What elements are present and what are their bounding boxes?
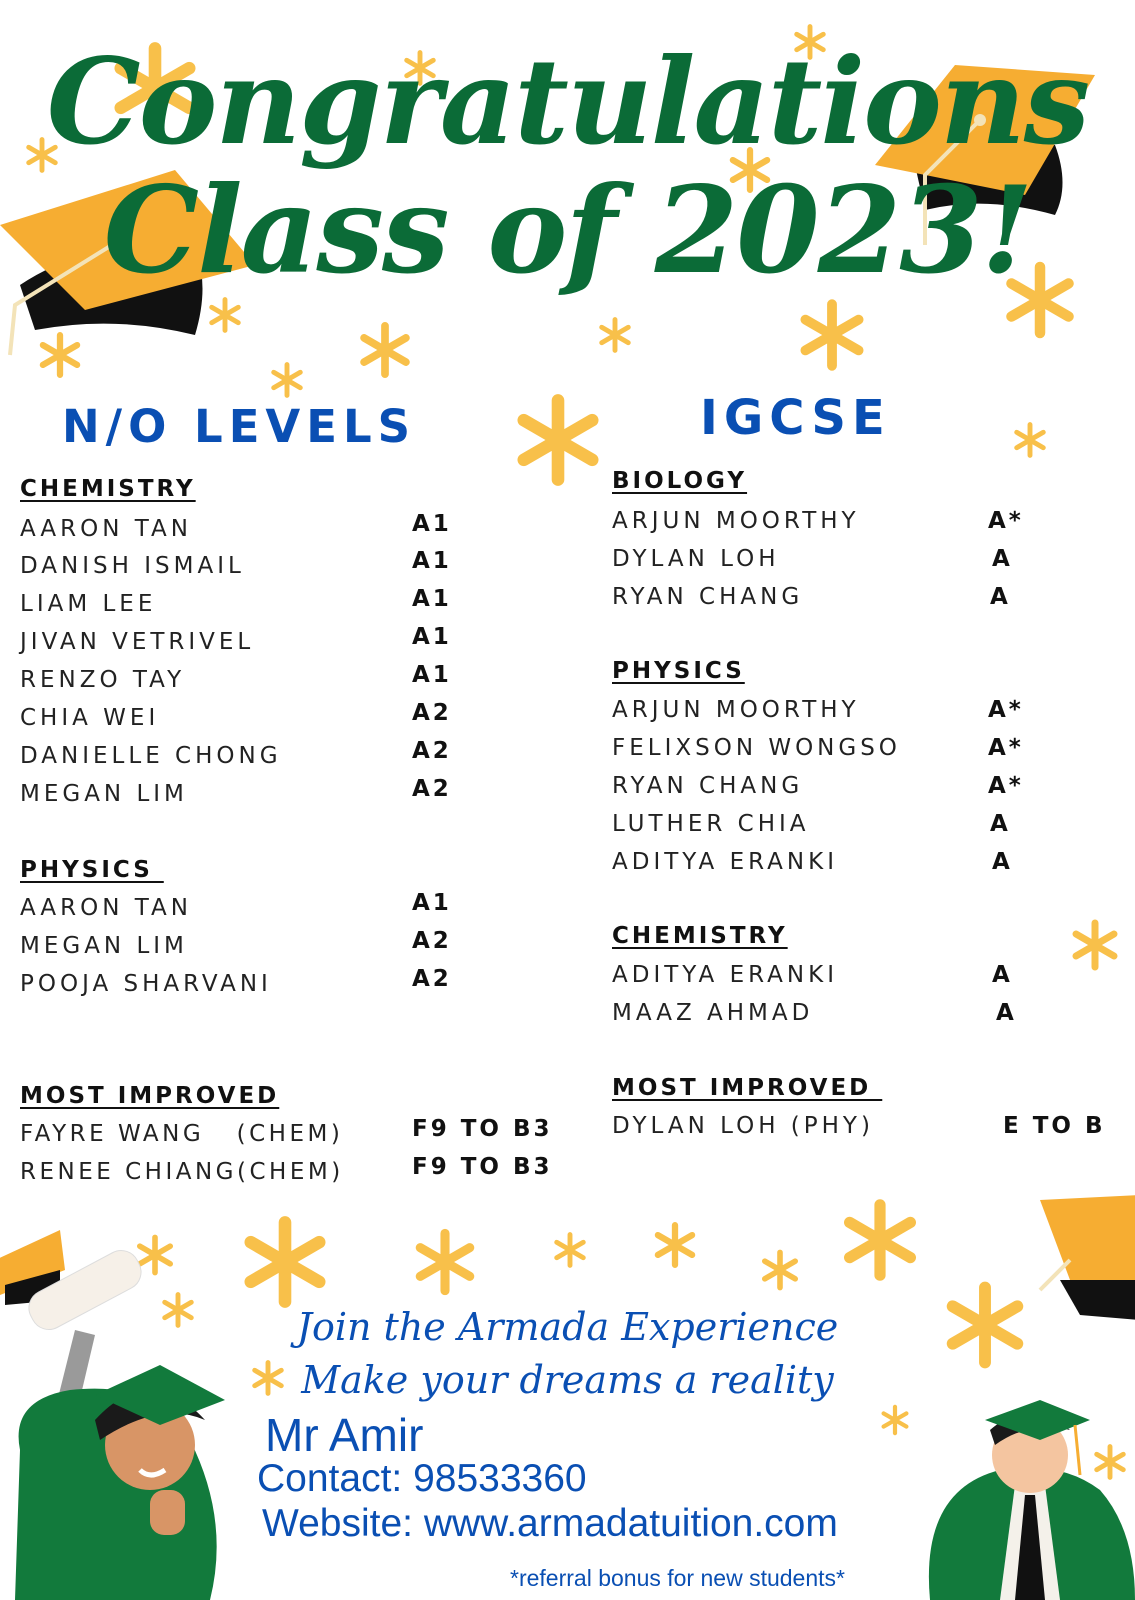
star-icon [364,326,406,374]
star-icon [212,300,239,331]
result-name: POOJA SHARVANI [20,971,272,997]
tagline-line-2: Make your dreams a reality [301,1358,834,1402]
graduate-boy-illustration [929,1400,1135,1600]
star-icon [557,1235,584,1266]
star-icon [140,1237,170,1272]
contact-name: Mr Amir [265,1409,424,1461]
result-name: ADITYA ERANKI [612,962,838,988]
result-name: FELIXSON WONGSO [612,735,901,761]
title-line-1: Congratulations [46,32,1089,171]
result-grade: A1 [412,511,452,537]
result-grade: A [992,546,1013,572]
star-icon [765,1252,795,1287]
result-name: ADITYA ERANKI [612,849,838,875]
graduation-cap-icon [1040,1195,1135,1320]
result-name: LIAM LEE [20,591,157,617]
result-name: RYAN CHANG [612,584,804,610]
result-name: DANISH ISMAIL [20,553,245,579]
result-name: RENZO TAY [20,667,186,693]
igcse-chemistry-heading: CHEMISTRY [612,923,788,949]
result-name: MAAZ AHMAD [612,1000,814,1026]
result-name: CHIA WEI [20,705,160,731]
igcse-physics-heading: PHYSICS [612,658,745,684]
result-grade: F9 TO B3 [412,1154,553,1180]
igcse-most-improved-heading: MOST IMPROVED [612,1075,883,1101]
result-name: MEGAN LIM [20,781,188,807]
star-icon [1017,425,1044,456]
result-grade: A1 [412,890,452,916]
result-grade: A2 [412,966,452,992]
contact-website: Website: www.armadatuition.com [262,1502,838,1545]
star-icon [602,320,629,351]
star-icon [251,1222,319,1301]
result-name: ARJUN MOORTHY [612,697,860,723]
result-grade: A2 [412,776,452,802]
result-name: JIVAN VETRIVEL [20,629,255,655]
result-grade: A1 [412,548,452,574]
star-icon [805,304,858,366]
result-grade: A2 [412,700,452,726]
result-grade: A* [988,773,1024,799]
star-icon [420,1233,469,1290]
result-name: MEGAN LIM [20,933,188,959]
igcse-heading: IGCSE [700,390,891,446]
result-name: DANIELLE CHONG [20,743,282,769]
result-grade: A2 [412,738,452,764]
result-grade: A [990,811,1011,837]
result-name: LUTHER CHIA [612,811,810,837]
star-icon [850,1205,911,1275]
igcse-biology-heading: BIOLOGY [612,468,748,494]
star-icon [658,1225,692,1265]
result-grade: A [990,584,1011,610]
result-grade: A1 [412,662,452,688]
star-icon [884,1407,907,1433]
result-grade: A* [988,735,1024,761]
star-icon [1076,923,1114,967]
referral-note: *referral bonus for new students* [510,1565,845,1591]
result-grade: A [992,962,1013,988]
graduate-girl-illustration [15,1244,225,1600]
star-icon [1097,1447,1124,1478]
result-name: DYLAN LOH [612,546,780,572]
result-name: ARJUN MOORTHY [612,508,860,534]
result-grade: A2 [412,928,452,954]
result-grade: F9 TO B3 [412,1116,553,1142]
result-name: RENEE CHIANG(CHEM) [20,1159,344,1185]
result-grade: A* [988,508,1024,534]
result-name: AARON TAN [20,516,192,542]
result-grade: A [996,1000,1017,1026]
contact-phone: Contact: 98533360 [257,1457,587,1500]
star-icon [43,335,77,375]
result-grade: A1 [412,624,452,650]
tagline-line-1: Join the Armada Experience [296,1305,839,1349]
star-icon [274,365,301,396]
result-grade: A1 [412,586,452,612]
no-physics-heading: PHYSICS [20,857,164,883]
star-icon [524,400,592,479]
result-grade: A [992,849,1013,875]
n-o-levels-heading: N/O LEVELS [62,400,417,453]
result-grade: E TO B [1003,1113,1106,1139]
no-chemistry-heading: CHEMISTRY [20,476,196,502]
result-name: DYLAN LOH (PHY) [612,1113,874,1139]
result-name: FAYRE WANG (CHEM) [20,1121,344,1147]
title-line-2: Class of 2023! [103,160,1032,301]
no-most-improved-heading: MOST IMPROVED [20,1083,280,1109]
result-name: AARON TAN [20,895,192,921]
result-grade: A* [988,697,1024,723]
result-name: RYAN CHANG [612,773,804,799]
